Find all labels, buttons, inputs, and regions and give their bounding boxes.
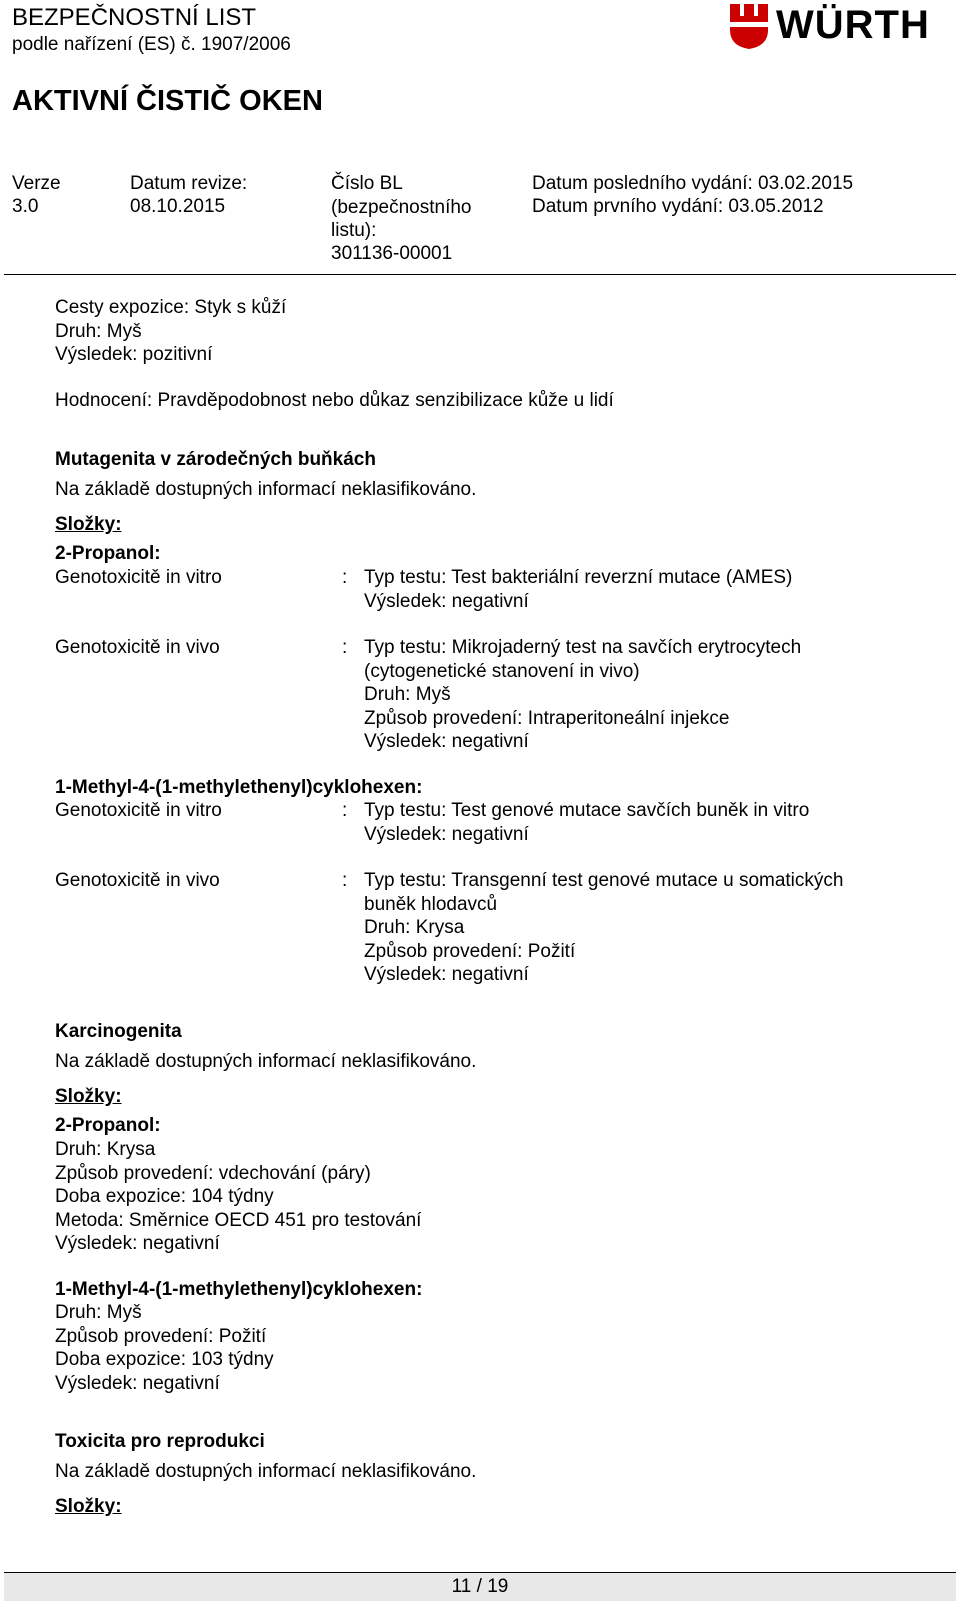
mutagenicity-propanol-vivo-label: Genotoxicitě in vivo (55, 637, 220, 658)
mutagenicity-propanol-vivo-result: Typ testu: Mikrojaderný test na savčích erytrocytech (cytogenetické stanovení in vivo) Druh: Myš Způsob provedení: Intraperitoneální injekce Výsledek: negativní (364, 637, 802, 752)
separator-colon: : (342, 567, 348, 588)
first-issue-date: Datum prvního vydání: 03.05.2012 (532, 196, 824, 217)
version-value: 3.0 (12, 196, 39, 217)
mutagenicity-heading: Mutagenita v zárodečných buňkách (55, 449, 376, 470)
mutagenicity-classification: Na základě dostupných informací neklasifikováno. (55, 479, 477, 500)
carcinogenicity-components-label: Složky: (55, 1086, 122, 1107)
header-divider (4, 274, 956, 275)
wurth-logo (730, 0, 956, 52)
mutagenicity-limonene-vitro-label: Genotoxicitě in vitro (55, 800, 222, 821)
mutagenicity-limonene-vivo-result: Typ testu: Transgenní test genové mutace u somatických buněk hlodavců Druh: Krysa Způsob provedení: Požití Výsledek: negativní (364, 870, 844, 985)
document-type: BEZPEČNOSTNÍ LIST (12, 4, 257, 31)
reproduction-classification: Na základě dostupných informací neklasifikováno. (55, 1461, 477, 1482)
carcinogenicity-heading: Karcinogenita (55, 1021, 182, 1042)
mutagenicity-propanol-vitro-label: Genotoxicitě in vitro (55, 567, 222, 588)
revision-date: 08.10.2015 (130, 196, 226, 217)
mutagenicity-limonene-vivo-label: Genotoxicitě in vivo (55, 870, 220, 891)
carcinogenicity-classification: Na základě dostupných informací neklasifikováno. (55, 1051, 477, 1072)
carcinogenicity-propanol-details: Druh: Krysa Způsob provedení: vdechování (páry) Doba expozice: 104 týdny Metoda: Směrnice OECD 451 pro testování Výsledek: negativní (55, 1139, 422, 1254)
product-name: AKTIVNÍ ČISTIČ OKEN (12, 85, 323, 117)
sensitization-assessment: Hodnocení: Pravděpodobnost nebo důkaz senzibilizace kůže u lidí (55, 390, 614, 411)
version-label: Verze (12, 173, 61, 194)
mutagenicity-limonene-name: 1-Methyl-4-(1-methylethenyl)cyklohexen: (55, 777, 423, 798)
revision-label: Datum revize: (130, 173, 248, 194)
page-footer (4, 1572, 956, 1601)
sds-number-label: Číslo BL (bezpečnostního listu): (331, 173, 472, 241)
carcinogenicity-limonene-details: Druh: Myš Způsob provedení: Požití Doba expozice: 103 týdny Výsledek: negativní (55, 1302, 274, 1394)
sds-number-value: 301136-00001 (331, 243, 453, 264)
carcinogenicity-propanol-name: 2-Propanol: (55, 1115, 161, 1136)
mutagenicity-propanol-vitro-result: Typ testu: Test bakteriální reverzní mutace (AMES) Výsledek: negativní (364, 567, 793, 612)
mutagenicity-propanol-name: 2-Propanol: (55, 543, 161, 564)
separator-colon: : (342, 870, 348, 891)
brand-wordmark: WÜRTH (776, 3, 930, 47)
reproduction-heading: Toxicita pro reprodukci (55, 1431, 265, 1452)
mutagenicity-limonene-vitro-result: Typ testu: Test genové mutace savčích buněk in vitro Výsledek: negativní (364, 800, 810, 845)
separator-colon: : (342, 637, 348, 658)
page-number: 11 / 19 (451, 1576, 509, 1597)
separator-colon: : (342, 800, 348, 821)
last-issue-date: Datum posledního vydání: 03.02.2015 (532, 173, 854, 194)
carcinogenicity-limonene-name: 1-Methyl-4-(1-methylethenyl)cyklohexen: (55, 1279, 423, 1300)
sensitization-details: Cesty expozice: Styk s kůží Druh: Myš Výsledek: pozitivní (55, 297, 287, 365)
mutagenicity-components-label: Složky: (55, 514, 122, 535)
reproduction-components-label: Složky: (55, 1496, 122, 1517)
regulation-reference: podle nařízení (ES) č. 1907/2006 (12, 34, 291, 55)
